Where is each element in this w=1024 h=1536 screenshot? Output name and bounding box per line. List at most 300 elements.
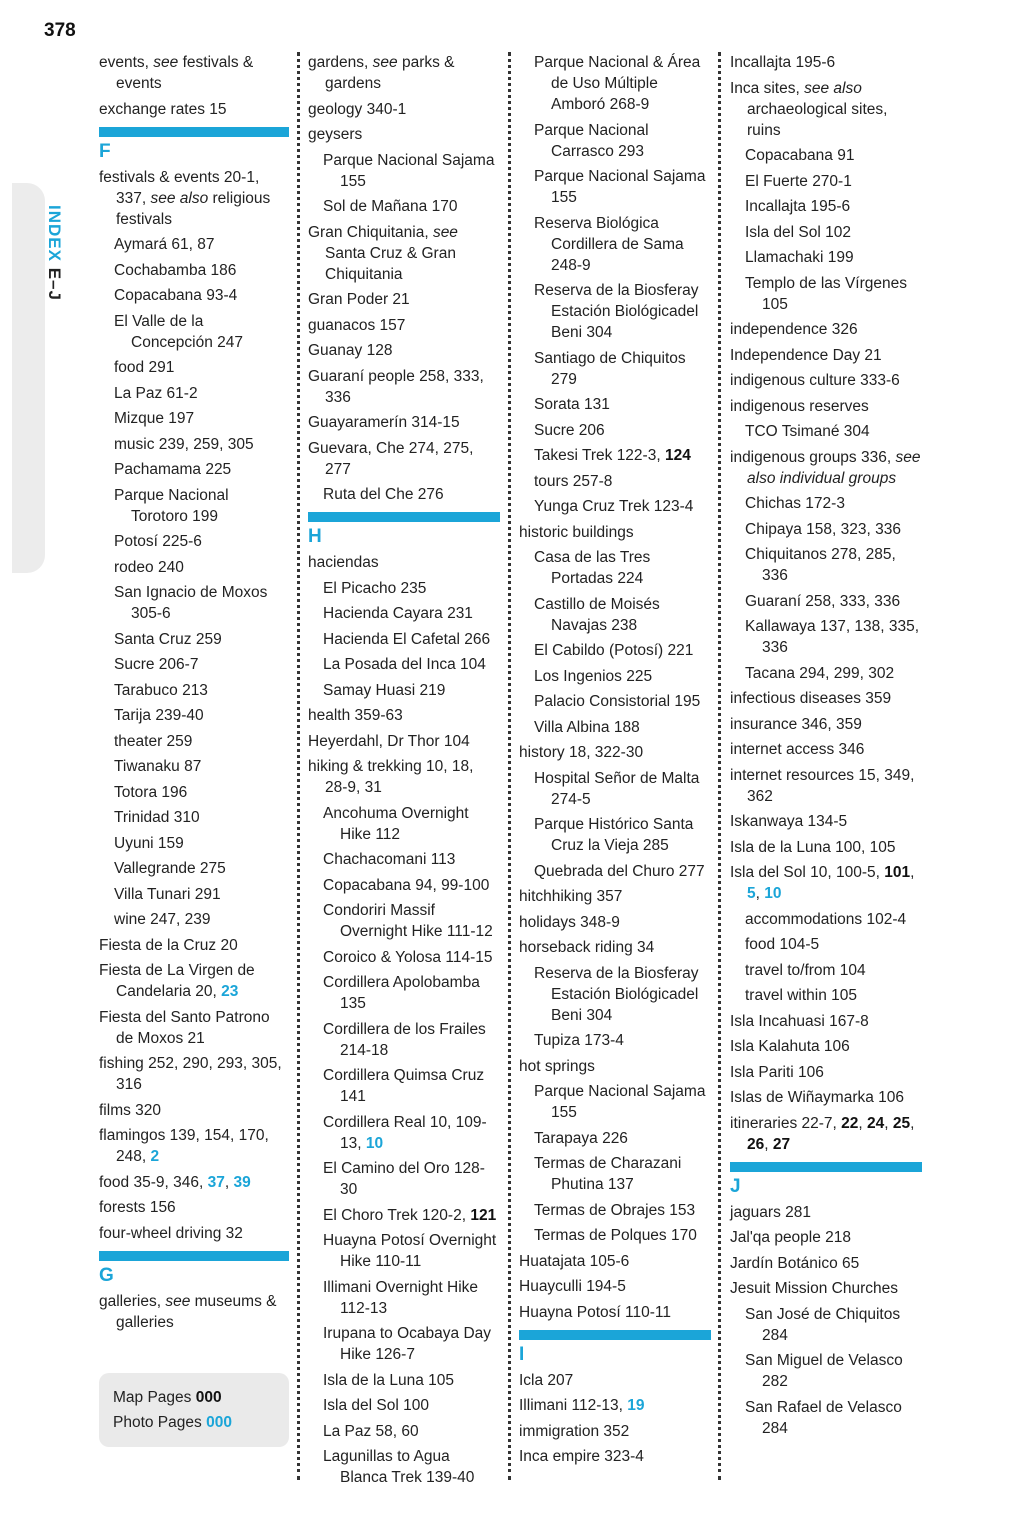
index-subentry — [308, 1158, 500, 1200]
index-entry — [99, 167, 289, 230]
entry-text: holidays 348-9 — [519, 913, 620, 931]
entry-text: travel within 105 — [745, 987, 858, 1004]
entry-text: Condoriri Massif Overnight Hike 111-12 — [323, 902, 493, 940]
index-entry — [519, 1370, 711, 1391]
entry-text: Termas de Obrajes 153 — [534, 1201, 696, 1219]
entry-text: El Cabildo (Potosí) 221 — [534, 642, 694, 659]
index-subentry — [730, 421, 922, 442]
index-tab-range: E–J — [45, 267, 64, 301]
entry-text: wine 247, 239 — [114, 911, 211, 928]
index-entry — [99, 1291, 289, 1333]
entry-text: , — [764, 1135, 773, 1153]
entry-text: jaguars 281 — [730, 1203, 812, 1221]
index-entry — [730, 396, 922, 417]
entry-text: food 35-9, 346, — [99, 1173, 208, 1191]
entry-text: Huayna Potosí 110-11 — [519, 1303, 671, 1321]
index-subentry — [308, 1065, 500, 1107]
index-subentry — [308, 1370, 500, 1391]
index-subentry — [730, 985, 922, 1006]
entry-text: Samay Huasi 219 — [323, 681, 446, 699]
legend-photo-value: 000 — [206, 1413, 232, 1431]
index-subentry — [308, 654, 500, 675]
entry-text: Jesuit Mission Churches — [730, 1280, 898, 1297]
entry-text: rodeo 240 — [114, 558, 184, 576]
entry-text: Tiwanaku 87 — [114, 758, 202, 775]
index-subentry — [730, 544, 922, 586]
entry-text: indigenous culture 333-6 — [730, 372, 900, 389]
index-entry — [99, 1007, 289, 1049]
index-subentry — [308, 1421, 500, 1442]
entry-text: Fiesta de la Cruz 20 — [99, 936, 238, 954]
index-entry — [308, 705, 500, 726]
entry-text: Parque Nacional Torotoro 199 — [114, 486, 229, 525]
entry-text: see also individual groups — [747, 448, 921, 487]
entry-text: Inca empire 323-4 — [519, 1448, 644, 1465]
index-subentry — [99, 434, 289, 455]
entry-text: Chichas 172-3 — [745, 495, 845, 512]
entry-text: Guevara, Che 274, 275, 277 — [308, 439, 474, 478]
entry-text: Cordillera de los Frailes 214-18 — [323, 1020, 486, 1059]
legend-box — [99, 1373, 289, 1447]
index-entry — [730, 1011, 922, 1032]
index-entry — [730, 1062, 922, 1083]
index-subentry — [99, 884, 289, 905]
entry-text: food 291 — [114, 359, 175, 376]
entry-text: Parque Nacional Sajama 155 — [534, 1083, 706, 1121]
index-entry — [308, 366, 500, 408]
entry-text: insurance 346, 359 — [730, 715, 862, 733]
index-subentry — [308, 196, 500, 217]
index-entry — [308, 756, 500, 798]
index-subentry — [99, 408, 289, 429]
index-subentry — [99, 731, 289, 752]
entry-text: Inca sites, — [730, 79, 805, 97]
entry-text: fishing 252, 290, 293, 305, 316 — [99, 1055, 282, 1093]
index-subentry — [519, 640, 711, 661]
section-letter: I — [519, 1343, 525, 1365]
index-subentry — [99, 311, 289, 353]
index-entry — [519, 1276, 711, 1297]
column-divider — [508, 52, 511, 1480]
index-subentry — [730, 196, 922, 217]
index-subentry — [308, 1446, 500, 1488]
map-page-ref: 101 — [884, 864, 911, 881]
index-entry — [308, 731, 500, 752]
index-subentry — [730, 960, 922, 981]
entry-text: Incallajta 195-6 — [745, 198, 851, 215]
entry-text: Tacana 294, 299, 302 — [745, 664, 895, 682]
entry-text: Santiago de Chiquitos 279 — [534, 349, 686, 388]
index-entry — [308, 340, 500, 361]
entry-text: horseback riding 34 — [519, 939, 655, 956]
entry-text: , — [858, 1114, 868, 1132]
index-entry — [519, 912, 711, 933]
index-entry — [308, 222, 500, 285]
entry-text: internet resources 15, 349, 362 — [730, 766, 915, 805]
entry-text: Copacabana 91 — [745, 147, 855, 164]
photo-page-ref: 10 — [365, 1134, 384, 1152]
index-subentry — [308, 578, 500, 599]
index-entry — [730, 765, 922, 807]
index-entry — [519, 1302, 711, 1323]
entry-text: Iskanwaya 134-5 — [730, 813, 848, 830]
index-entry — [308, 52, 500, 94]
entry-text: Ancohuma Overnight Hike 112 — [323, 804, 469, 843]
section-letter: F — [99, 140, 111, 162]
index-subentry — [99, 629, 289, 650]
legend-map-row — [113, 1385, 275, 1410]
entry-text: see — [165, 1292, 191, 1310]
entry-text: Isla del Sol 100 — [323, 1397, 429, 1414]
entry-text: San Rafael de Velasco 284 — [745, 1398, 902, 1437]
entry-text: Kallawaya 137, 138, 335, 336 — [745, 618, 920, 656]
entry-text: see — [153, 54, 179, 71]
index-subentry — [730, 171, 922, 192]
index-subentry — [519, 394, 711, 415]
entry-text: hitchhiking 357 — [519, 888, 623, 905]
entry-text: Villa Albina 188 — [534, 718, 640, 736]
entry-text: Illimani 112-13, — [519, 1397, 628, 1414]
entry-text: forests 156 — [99, 1199, 176, 1216]
entry-text: itineraries 22-7, — [730, 1114, 842, 1132]
entry-text: Fiesta del Santo Patrono de Moxos 21 — [99, 1008, 270, 1047]
index-subentry — [99, 680, 289, 701]
index-subentry — [730, 1350, 922, 1392]
column-divider — [297, 52, 300, 1480]
index-subentry — [308, 1019, 500, 1061]
entry-text: Tupiza 173-4 — [534, 1032, 624, 1049]
page-number: 378 — [44, 20, 76, 41]
entry-text: Parque Nacional & Área de Uso Múltiple Amboró 268-9 — [534, 54, 701, 113]
entry-text: historic buildings — [519, 523, 634, 541]
index-subentry — [730, 222, 922, 243]
index-subentry — [519, 420, 711, 441]
entry-text: Isla Pariti 106 — [730, 1063, 824, 1081]
entry-text: Cordillera Quimsa Cruz 141 — [323, 1067, 485, 1105]
index-entry — [730, 1202, 922, 1223]
index-entry — [308, 124, 500, 145]
entry-text: Chiquitanos 278, 285, 336 — [745, 546, 896, 584]
entry-text: Parque Histórico Santa Cruz la Vieja 285 — [534, 816, 694, 854]
index-subentry — [519, 496, 711, 517]
index-subentry — [99, 582, 289, 624]
index-subentry — [308, 629, 500, 650]
entry-text: Guaraní 258, 333, 336 — [745, 592, 901, 610]
index-subentry — [519, 445, 711, 466]
entry-text: infectious diseases 359 — [730, 690, 892, 707]
column-divider — [718, 52, 721, 1480]
map-page-ref: 27 — [772, 1135, 791, 1153]
entry-text: food 104-5 — [745, 936, 820, 953]
entry-text: TCO Tsimané 304 — [745, 423, 870, 440]
index-subentry — [730, 273, 922, 315]
entry-text: Santa Cruz 259 — [114, 630, 222, 648]
entry-text: , — [910, 864, 915, 881]
entry-text: Aymará 61, 87 — [114, 236, 215, 253]
entry-text: Reserva de la Biosferay Estación Biológicadel Beni 304 — [534, 964, 699, 1024]
entry-text: parks & gardens — [325, 54, 455, 92]
index-entry — [99, 1223, 289, 1244]
index-entry — [519, 937, 711, 958]
map-page-ref: 26 — [747, 1135, 765, 1153]
index-entry — [99, 1172, 289, 1193]
entry-text: Vallegrande 275 — [114, 860, 226, 877]
index-entry — [730, 1253, 922, 1274]
entry-text: Yunga Cruz Trek 123-4 — [534, 498, 694, 515]
index-entry — [730, 370, 922, 391]
index-column-2 — [308, 52, 500, 1493]
entry-text: Tarija 239-40 — [114, 707, 204, 724]
entry-text: La Paz 61-2 — [114, 384, 198, 402]
index-subentry — [308, 1277, 500, 1319]
index-subentry — [519, 1225, 711, 1246]
photo-page-ref: 2 — [150, 1148, 160, 1165]
entry-text: Castillo de Moisés Navajas 238 — [534, 595, 660, 634]
entry-text: gardens, — [308, 54, 373, 71]
entry-text: archaeological sites, ruins — [747, 100, 888, 139]
entry-text: Tarapaya 226 — [534, 1129, 628, 1147]
index-entry — [730, 1087, 922, 1108]
index-entry — [99, 935, 289, 956]
index-subentry — [519, 547, 711, 589]
index-entry — [519, 742, 711, 763]
entry-text: La Paz 58, 60 — [323, 1422, 419, 1440]
entry-text: Cochabamba 186 — [114, 261, 237, 279]
index-subentry — [308, 972, 500, 1014]
section-bar — [519, 1330, 711, 1340]
index-entry — [308, 99, 500, 120]
index-entry — [308, 315, 500, 336]
entry-text: San Ignacio de Moxos 305-6 — [114, 584, 268, 622]
index-subentry — [519, 768, 711, 810]
entry-text: Illimani Overnight Hike 112-13 — [323, 1278, 479, 1317]
index-entry — [730, 862, 922, 904]
legend-map-value: 000 — [195, 1388, 222, 1406]
map-page-ref: 24 — [867, 1114, 885, 1132]
index-subentry — [308, 947, 500, 968]
entry-text: see — [432, 223, 458, 241]
entry-text: San Miguel de Velasco 282 — [745, 1352, 903, 1390]
entry-text: Isla del Sol 10, 100-5, — [730, 864, 885, 881]
entry-text: Jal'qa people 218 — [730, 1229, 852, 1246]
index-entry — [519, 1446, 711, 1467]
entry-text: Pachamama 225 — [114, 461, 232, 478]
index-subentry — [730, 663, 922, 684]
index-subentry — [519, 814, 711, 856]
index-entry — [308, 412, 500, 433]
entry-text: , — [910, 1114, 915, 1132]
entry-text: Sucre 206 — [534, 421, 605, 439]
entry-text: Uyuni 159 — [114, 834, 184, 852]
photo-page-ref: 5 — [747, 885, 756, 902]
index-entry — [308, 289, 500, 310]
index-entry — [99, 52, 289, 94]
index-column-3 — [519, 52, 711, 1472]
entry-text: Gran Chiquitania, — [308, 223, 433, 241]
entry-text: indigenous groups 336, — [730, 448, 896, 466]
entry-text: Guaraní people 258, 333, 336 — [308, 367, 484, 406]
entry-text: San José de Chiquitos 284 — [745, 1305, 901, 1344]
entry-text: religious festivals — [116, 189, 271, 228]
entry-text: Huayna Potosí Overnight Hike 110-11 — [323, 1232, 497, 1270]
entry-text: Chachacomani 113 — [323, 851, 456, 868]
index-entry — [519, 522, 711, 543]
entry-text: flamingos 139, 154, 170, 248, — [99, 1127, 269, 1165]
legend-photo-row — [113, 1410, 275, 1435]
entry-text: Gran Poder 21 — [308, 291, 410, 308]
index-subentry — [308, 484, 500, 505]
index-subentry — [730, 493, 922, 514]
index-subentry — [99, 909, 289, 930]
index-subentry — [519, 1200, 711, 1221]
index-entry — [99, 99, 289, 120]
entry-text: tours 257-8 — [534, 472, 613, 490]
index-subentry — [519, 1081, 711, 1123]
entry-text: films 320 — [99, 1101, 162, 1119]
map-page-ref: 22 — [841, 1114, 859, 1132]
entry-text: festivals & events 20-1, 337, — [99, 168, 260, 207]
entry-text: Hacienda Cayara 231 — [323, 605, 473, 622]
index-subentry — [730, 909, 922, 930]
entry-text: El Camino del Oro 128-30 — [323, 1160, 485, 1198]
entry-text: Parque Nacional Sajama 155 — [323, 151, 495, 190]
index-subentry — [519, 963, 711, 1026]
entry-text: El Choro Trek 120-2, — [323, 1206, 471, 1224]
index-entry — [519, 1395, 711, 1416]
index-subentry — [308, 875, 500, 896]
index-subentry — [99, 531, 289, 552]
index-subentry — [519, 594, 711, 636]
index-entry — [730, 739, 922, 760]
index-entry — [730, 1227, 922, 1248]
index-subentry — [519, 691, 711, 712]
index-subentry — [519, 666, 711, 687]
map-page-ref: 25 — [892, 1114, 911, 1132]
index-subentry — [519, 1128, 711, 1149]
entry-text: , — [755, 885, 765, 902]
map-page-ref: 121 — [470, 1206, 497, 1224]
index-subentry — [99, 285, 289, 306]
index-entry — [519, 1251, 711, 1272]
section-heading — [99, 1251, 289, 1287]
entry-text: Isla de la Luna 100, 105 — [730, 838, 896, 856]
entry-text: accommodations 102-4 — [745, 910, 907, 928]
index-entry — [730, 78, 922, 141]
entry-text: see also — [150, 189, 209, 207]
index-subentry — [308, 849, 500, 870]
photo-page-ref: 39 — [233, 1173, 251, 1191]
entry-text: Independence Day 21 — [730, 346, 882, 364]
entry-text: Potosí 225-6 — [114, 533, 202, 550]
section-heading — [308, 512, 500, 548]
entry-text: Palacio Consistorial 195 — [534, 693, 701, 710]
entry-text: internet access 346 — [730, 741, 865, 758]
section-heading — [99, 127, 289, 163]
entry-text: Casa de las Tres Portadas 224 — [534, 549, 651, 587]
index-entry — [730, 1113, 922, 1155]
index-entry — [730, 1278, 922, 1299]
entry-text: El Valle de la Concepción 247 — [114, 312, 244, 351]
index-subentry — [99, 557, 289, 578]
entry-text: Coroico & Yolosa 114-15 — [323, 948, 493, 966]
photo-page-ref: 37 — [207, 1173, 225, 1191]
entry-text: Hacienda El Cafetal 266 — [323, 630, 491, 648]
index-subentry — [308, 1112, 500, 1154]
index-subentry — [99, 485, 289, 527]
entry-text: events, — [99, 54, 154, 71]
index-subentry — [730, 1397, 922, 1439]
index-subentry — [519, 1030, 711, 1051]
entry-text: Quebrada del Churo 277 — [534, 862, 705, 880]
section-bar — [308, 512, 500, 522]
index-subentry — [308, 1230, 500, 1272]
entry-text: La Posada del Inca 104 — [323, 656, 486, 673]
index-subentry — [99, 260, 289, 281]
entry-text: Guayaramerín 314-15 — [308, 414, 460, 431]
index-subentry — [308, 1205, 500, 1226]
section-letter: H — [308, 526, 322, 547]
entry-text: history 18, 322-30 — [519, 744, 644, 761]
entry-text: Reserva Biológica Cordillera de Sama 248-9 — [534, 214, 684, 274]
index-subentry — [99, 234, 289, 255]
index-column-1 — [99, 52, 289, 1447]
entry-text: immigration 352 — [519, 1422, 630, 1440]
entry-text: see — [372, 54, 398, 71]
entry-text: Huatajata 105-6 — [519, 1252, 630, 1270]
entry-text: Copacabana 94, 99-100 — [323, 876, 490, 894]
section-letter: J — [730, 1175, 741, 1197]
entry-text: independence 326 — [730, 321, 858, 338]
entry-text: music 239, 259, 305 — [114, 435, 254, 453]
index-subentry — [730, 591, 922, 612]
section-heading — [519, 1330, 711, 1366]
entry-text: , — [884, 1114, 893, 1132]
entry-text: Lagunillas to Agua Blanca Trek 139-40 — [323, 1448, 475, 1486]
index-column-4 — [730, 52, 922, 1443]
index-entry — [730, 447, 922, 489]
index-subentry — [308, 680, 500, 701]
index-subentry — [519, 1153, 711, 1195]
index-entry — [519, 1056, 711, 1077]
entry-text: geysers — [308, 126, 363, 143]
photo-page-ref: 23 — [221, 983, 239, 1000]
entry-text: Guanay 128 — [308, 342, 393, 359]
index-tab — [12, 183, 45, 573]
entry-text: Isla Kalahuta 106 — [730, 1038, 850, 1055]
entry-text: Takesi Trek 122-3, — [534, 447, 665, 464]
entry-text: festivals & events — [116, 54, 254, 92]
index-subentry — [308, 900, 500, 942]
index-subentry — [519, 120, 711, 162]
photo-page-ref: 19 — [627, 1397, 645, 1414]
index-subentry — [99, 654, 289, 675]
index-subentry — [99, 782, 289, 803]
index-subentry — [730, 934, 922, 955]
entry-text: Sucre 206-7 — [114, 656, 199, 673]
entry-text: Jardín Botánico 65 — [730, 1254, 860, 1272]
index-entry — [519, 1421, 711, 1442]
entry-text: Reserva de la Biosferay Estación Biológicadel Beni 304 — [534, 282, 699, 341]
index-subentry — [99, 807, 289, 828]
index-subentry — [730, 145, 922, 166]
index-subentry — [308, 150, 500, 192]
entry-text: galleries, — [99, 1292, 166, 1310]
map-page-ref: 124 — [664, 447, 691, 464]
index-entry — [730, 688, 922, 709]
entry-text: Ruta del Che 276 — [323, 486, 444, 503]
index-entry — [99, 1100, 289, 1121]
section-letter: G — [99, 1264, 114, 1286]
